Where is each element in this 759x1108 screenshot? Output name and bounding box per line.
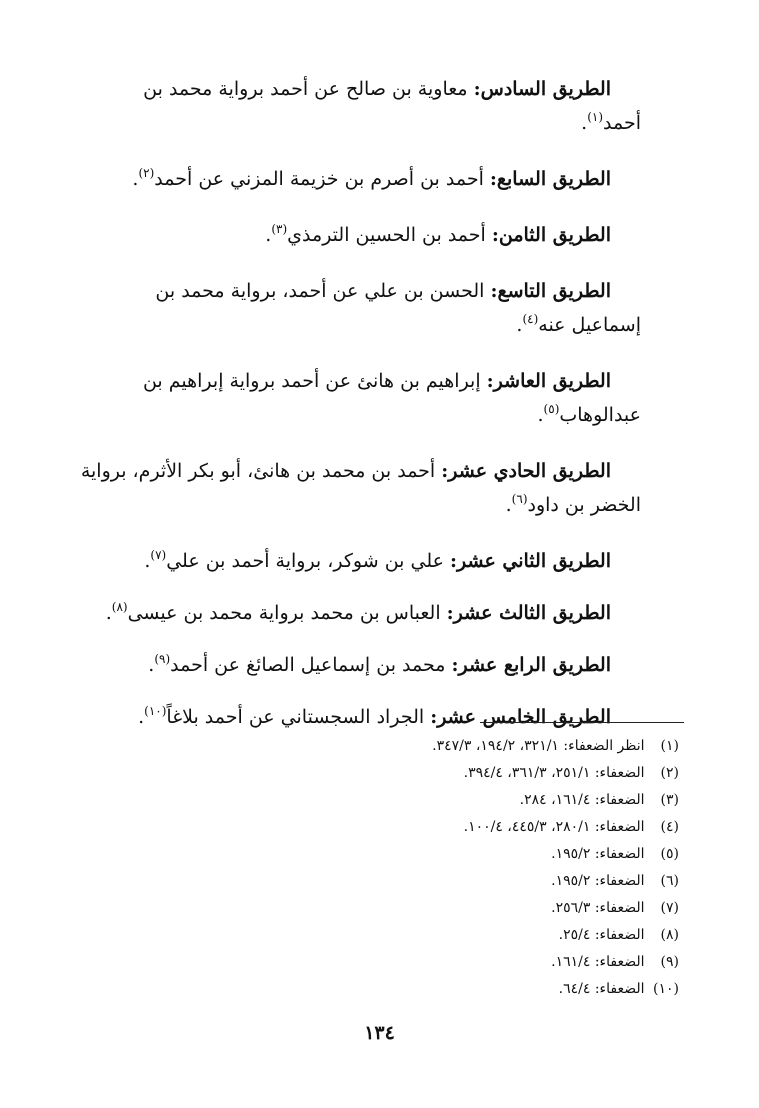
footnote-item: [300, 949, 679, 976]
footnote-number: (٢): [660, 765, 679, 781]
footnote-text: الضعفاء: ٢٥٦/٣.: [551, 900, 645, 916]
footnote-item: [300, 895, 679, 922]
footnote-ref[interactable]: (٧): [150, 548, 167, 562]
footnote-item: [300, 733, 679, 760]
paragraph-route-8: الطريق الثامن: أحمد بن الحسين الترمذي$^{(٣)}$.: [265, 222, 611, 246]
route-text: علي بن شوكر، برواية أحمد بن علي: [166, 550, 450, 572]
route-text: محمد بن إسماعيل الصائغ عن أحمد: [170, 654, 452, 676]
footnotes: [300, 733, 679, 1003]
footnote-text: الضعفاء: ١٦١/٤.: [551, 954, 645, 970]
route-label: الطريق السابع:: [489, 168, 611, 190]
route-text: أحمد بن محمد بن هانئ، أبو بكر الأثرم، برواية الخضر بن داود: [80, 460, 641, 516]
main-text: [80, 72, 641, 752]
footnote-item: [300, 841, 679, 868]
footnote-ref[interactable]: (٥): [543, 402, 560, 416]
footnote-number: (٩): [660, 954, 679, 970]
route-label: الطريق الحادي عشر:: [441, 460, 611, 482]
route-text: الجراد السجستاني عن أحمد بلاغاً: [166, 706, 431, 728]
footnote-item: [300, 868, 679, 895]
route-text: العباس بن محمد برواية محمد بن عيسى: [127, 602, 447, 624]
footnote-ref[interactable]: (٤): [522, 312, 539, 326]
footnote-number: (٤): [660, 819, 679, 835]
paragraph-route-6: الطريق السادس: معاوية بن صالح عن أحمد برواية محمد بن أحمد$^{(١)}$.: [143, 78, 641, 134]
footnote-ref[interactable]: (٨): [111, 600, 128, 614]
paragraph-route-13: الطريق الثالث عشر: العباس بن محمد برواية محمد بن عيسى$^{(٨)}$.: [105, 600, 611, 624]
route-label: الطريق الثامن:: [491, 224, 611, 246]
route-text: أحمد بن أصرم بن خزيمة المزني عن أحمد: [154, 168, 490, 190]
paragraph-route-15: الطريق الخامس عشر: الجراد السجستاني عن أحمد بلاغاً$^{(١٠)}$.: [138, 704, 611, 728]
paragraph-route-12: الطريق الثاني عشر: علي بن شوكر، برواية أحمد بن علي$^{(٧)}$.: [144, 548, 611, 572]
route-label: الطريق الثالث عشر:: [446, 602, 611, 624]
footnote-number: (١٠): [653, 981, 679, 997]
footnote-ref[interactable]: (٣): [271, 222, 288, 236]
footnote-text: الضعفاء: ٢٥١/١، ٣٦١/٣، ٣٩٤/٤.: [463, 765, 645, 781]
footnote-text: الضعفاء: ١٩٥/٢.: [551, 873, 645, 889]
footnote-ref[interactable]: (٩): [154, 652, 171, 666]
footnote-separator: [480, 722, 684, 723]
footnote-ref[interactable]: (١): [587, 110, 604, 124]
route-text: معاوية بن صالح عن أحمد برواية محمد بن أحمد: [143, 78, 641, 134]
footnote-item: [300, 787, 679, 814]
route-label: الطريق العاشر:: [486, 370, 611, 392]
footnote-number: (٨): [660, 927, 679, 943]
route-label: الطريق الثاني عشر:: [450, 550, 611, 572]
paragraph-route-11: الطريق الحادي عشر: أحمد بن محمد بن هانئ، أبو بكر الأثرم، برواية الخضر بن داود$^{(٦)}$.: [80, 460, 641, 516]
footnote-text: الضعفاء: ٢٥/٤.: [558, 927, 645, 943]
route-text: إبراهيم بن هانئ عن أحمد برواية إبراهيم بن عبدالوهاب: [142, 370, 641, 426]
route-label: الطريق التاسع:: [490, 280, 611, 302]
footnote-item: [300, 922, 679, 949]
route-label: الطريق الخامس عشر:: [430, 706, 611, 728]
footnote-item: [300, 814, 679, 841]
footnote-number: (٦): [660, 873, 679, 889]
paragraph-route-7: الطريق السابع: أحمد بن أصرم بن خزيمة المزني عن أحمد$^{(٢)}$.: [132, 166, 611, 190]
route-label: الطريق السادس:: [473, 78, 611, 100]
footnote-number: (٣): [660, 792, 679, 808]
footnote-number: (٧): [660, 900, 679, 916]
route-text: الحسن بن علي عن أحمد، برواية محمد بن إسماعيل عنه: [155, 280, 641, 336]
footnote-ref[interactable]: (١٠): [144, 704, 167, 718]
footnote-text: الضعفاء: ٦٤/٤.: [558, 981, 645, 997]
paragraph-route-10: الطريق العاشر: إبراهيم بن هانئ عن أحمد برواية إبراهيم بن عبدالوهاب$^{(٥)}$.: [142, 370, 641, 426]
footnote-item: [300, 976, 679, 1003]
footnote-number: (٥): [660, 846, 679, 862]
route-text: أحمد بن الحسين الترمذي: [287, 224, 492, 246]
paragraph-route-9: الطريق التاسع: الحسن بن علي عن أحمد، برواية محمد بن إسماعيل عنه$^{(٤)}$.: [155, 280, 641, 336]
footnote-text: الضعفاء: ١٦١/٤، ٢٨٤.: [519, 792, 645, 808]
route-label: الطريق الرابع عشر:: [451, 654, 611, 676]
footnote-number: (١): [660, 738, 679, 754]
footnote-item: [300, 760, 679, 787]
footnote-ref[interactable]: (٦): [511, 492, 528, 506]
footnote-text: الضعفاء: ١٩٥/٢.: [551, 846, 645, 862]
footnote-text: انظر الضعفاء: ٣٢١/١، ١٩٤/٢، ٣٤٧/٣.: [432, 738, 645, 754]
page-number: ١٣٤: [364, 1022, 395, 1044]
paragraph-route-14: الطريق الرابع عشر: محمد بن إسماعيل الصائغ عن أحمد$^{(٩)}$.: [148, 652, 611, 676]
footnote-ref[interactable]: (٢): [138, 166, 155, 180]
footnote-text: الضعفاء: ٢٨٠/١، ٤٤٥/٣، ١٠٠/٤.: [463, 819, 645, 835]
